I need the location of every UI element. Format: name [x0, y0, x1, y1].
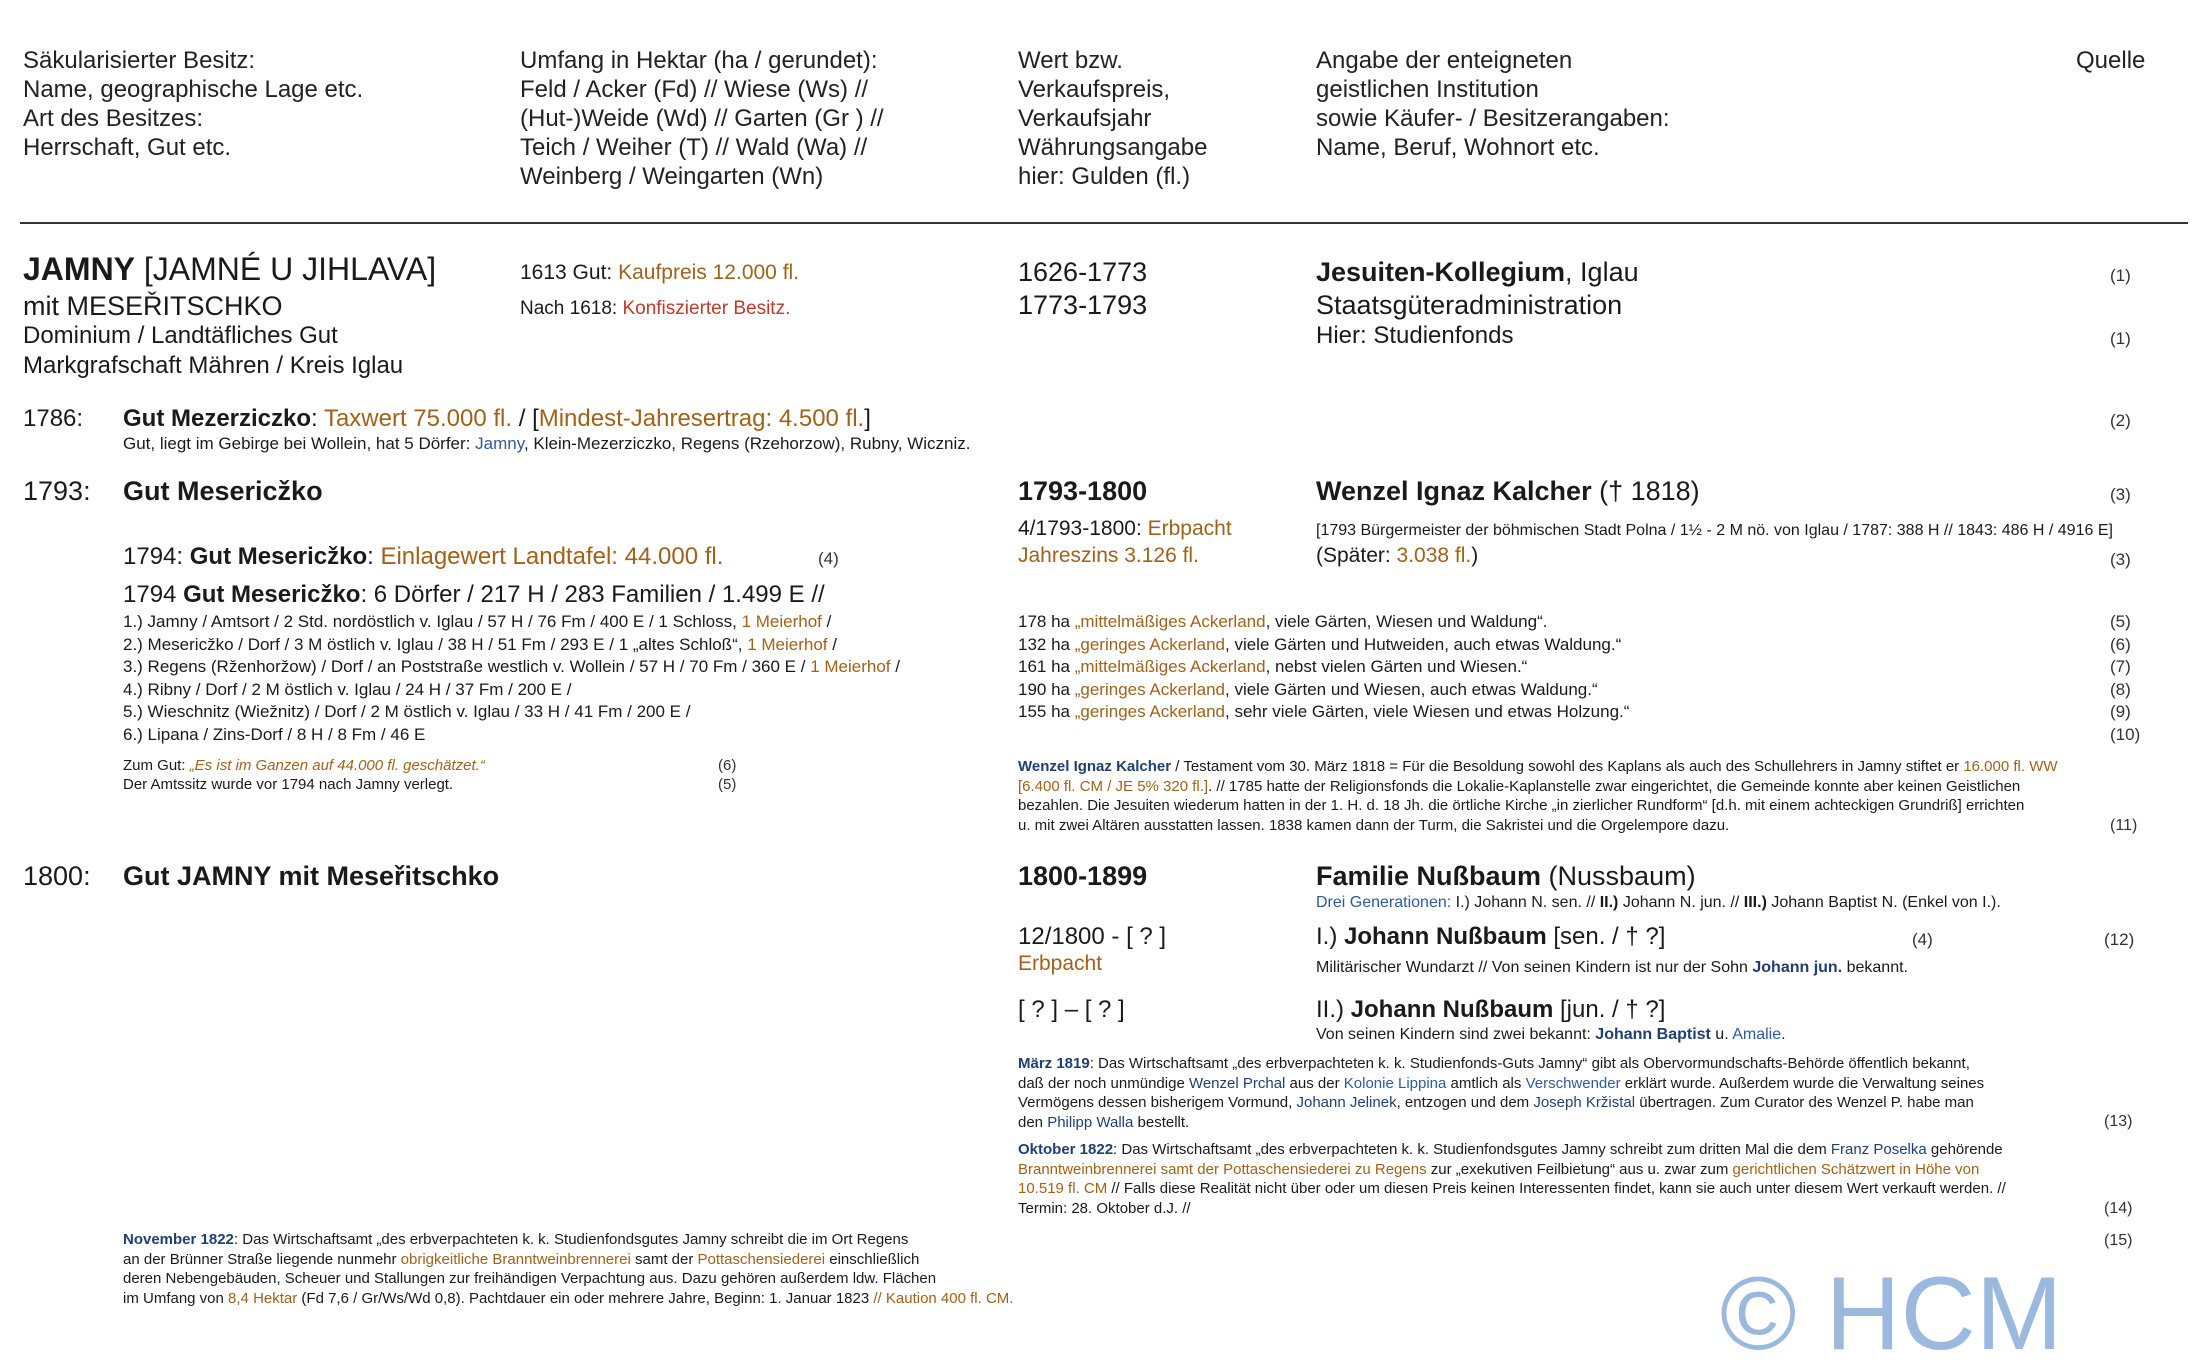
- village-item: 1.) Jamny / Amtsort / 2 Std. nordöstlich v. Iglau / 57 H / 76 Fm / 400 E / 1 Schloss, 1 Meierhof /: [123, 612, 832, 631]
- source-ref: (11): [2110, 817, 2138, 834]
- source-ref: (4): [818, 549, 839, 568]
- source-ref: (1): [2110, 266, 2131, 285]
- note-november-1822: November 1822: Das Wirtschaftsamt „des erbverpachteten k. k. Studienfondsgutes Jamny schreibt die im Ort Regens an der Brünner Straße liegende nunmehr obrigkeitliche Branntweinbrennerei samt der Pottaschensiederei einschließlich deren Nebengebäuden, Scheuer und Stallungen zur freihändigen Verpachtung aus. Dazu gehören außerdem ldw. Flächen im Umfang von 8,4 Hektar (Fd 7,6 / Gr/Ws/Wd 0,8). Pachtdauer ein oder mehrere Jahre, Beginn: 1. Januar 1823 // Kaution 400 fl. CM.: [123, 1231, 1014, 1307]
- source-ref: (13): [2104, 1113, 2133, 1130]
- entry-1800-johann-jun-note: Von seinen Kindern sind zwei bekannt: Johann Baptist u. Amalie.: [1316, 1026, 1786, 1043]
- header-col-source: Quelle: [2076, 47, 2146, 74]
- estate-purchase-1613: 1613 Gut: Kaufpreis 12.000 fl.: [520, 261, 800, 284]
- entry-1800-johann-sen: I.) Johann Nußbaum [sen. / † ?]: [1316, 923, 1666, 950]
- entry-1800-period-2: [ ? ] – [ ? ]: [1018, 996, 1125, 1023]
- note-oktober-1822: Oktober 1822: Das Wirtschaftsamt „des erbverpachteten k. k. Studienfondsgutes Jamny schreibt zum dritten Mal die dem Franz Poselka gehörende Branntweinbrennerei samt der Pottaschensiederei zu Regens zur „exekutiven Feilbietung“ aus u. zwar zum gerichtlichen Schätzwert in Höhe von 10.519 fl. CM // Falls diese Realität nicht über oder um diesen Preis keinen Interessenten findet, kann sie auch unter diesem Wert verkauft werden. // Termin: 28. Oktober d.J. //: [1018, 1141, 2006, 1217]
- source-ref: (2): [2110, 411, 2131, 430]
- source-ref: (4): [1912, 930, 1933, 949]
- estate-period-1: 1626-1773: [1018, 257, 1148, 287]
- estate-owner-state: Staatsgüteradministration: [1316, 290, 1623, 320]
- area-item: 161 ha „mittelmäßiges Ackerland, nebst vielen Gärten und Wiesen.“: [1018, 657, 1528, 676]
- header-col-institution: Angabe der enteigneten geistlichen Institution sowie Käufer- / Besitzerangaben: Name, Beruf, Wohnort etc.: [1316, 47, 1670, 161]
- entry-1786-desc: Gut, liegt im Gebirge bei Wollein, hat 5 Dörfer: Jamny, Klein-Mezerziczko, Regens (Rzehorzow), Rubny, Wiczniz.: [123, 434, 971, 453]
- entry-1800-generations: Drei Generationen: I.) Johann N. sen. // II.) Johann N. jun. // III.) Johann Baptist N. (Enkel von I.).: [1316, 894, 2001, 911]
- entry-1793-title: Gut Mesericžko: [123, 476, 323, 506]
- source-ref: (12): [2104, 930, 2135, 949]
- area-item: 132 ha „geringes Ackerland, viele Gärten und Hutweiden, auch etwas Waldung.“: [1018, 634, 1622, 654]
- year-1800: 1800:: [23, 861, 91, 891]
- estate-owner-jesuits: Jesuiten-Kollegium, Iglau: [1316, 257, 1639, 287]
- village-item: 6.) Lipana / Zins-Dorf / 8 H / 8 Fm / 46 E: [123, 724, 426, 744]
- village-item: 2.) Mesericžko / Dorf / 3 M östlich v. Iglau / 38 H / 51 Fm / 293 E / 1 „altes Schloß“, 1 Meierhof /: [123, 634, 837, 654]
- testament-note: Wenzel Ignaz Kalcher / Testament vom 30. März 1818 = Für die Besoldung sowohl des Kaplans als auch des Schullehrers in Jamny stiftet er 16.000 fl. WW [6.400 fl. CM / JE 5% 320 fl.]. // 1785 hatte der Religionsfonds die Lokalie-Kaplanstelle zwar eingerichtet, die Gemeinde konnte aber keinen Geistlichen bezahlen. Die Jesuiten wiederum hatten in der 1. H. d. 18 Jh. die örtliche Kirche „in zierlicher Rundform“ [d.h. mit einem achteckigen Grundriß] errichten u. mit zwei Altären ausstatten lassen. 1838 kamen dann der Turm, die Sakristei und die Orgelempore dazu.: [1018, 758, 2058, 834]
- entry-1800-title: Gut JAMNY mit Meseřitschko: [123, 861, 500, 891]
- entry-1793-erbpacht: 4/1793-1800: Erbpacht: [1018, 517, 1232, 540]
- area-item: 178 ha „mittelmäßiges Ackerland, viele Gärten, Wiesen und Waldung“.: [1018, 612, 1548, 631]
- entry-1800-johann-sen-note: Militärischer Wundarzt // Von seinen Kindern ist nur der Sohn Johann jun. bekannt.: [1316, 959, 1908, 976]
- entry-1800-erbpacht: Erbpacht: [1018, 952, 1103, 975]
- header-col-area: Umfang in Hektar (ha / gerundet): Feld / Acker (Fd) // Wiese (Ws) // (Hut-)Weide (Wd) // Garten (Gr ) // Teich / Weiher (T) // Wald (Wa) // Weinberg / Weingarten (Wn): [520, 47, 884, 190]
- header-divider: [20, 222, 2188, 224]
- source-ref: (3): [2110, 485, 2131, 504]
- estate-subtitle: mit MESEŘITSCHKO: [23, 291, 283, 321]
- entry-1786-title: Gut Mezerziczko: Taxwert 75.000 fl. / [Mindest-Jahresertrag: 4.500 fl.]: [123, 405, 871, 432]
- source-ref: (3): [2110, 550, 2131, 569]
- estate-confiscation: Nach 1618: Konfiszierter Besitz.: [520, 298, 791, 319]
- entry-1794-einlagewert: 1794: Gut Mesericžko: Einlagewert Landtafel: 44.000 fl.: [123, 543, 724, 570]
- entry-1800-period-1: 12/1800 - [ ? ]: [1018, 923, 1167, 950]
- note-maerz-1819: März 1819: Das Wirtschaftsamt „des erbverpachteten k. k. Studienfonds-Guts Jamny“ gibt als Obervormundschafts-Behörde öffentlich bekannt, daß der noch unmündige Wenzel Prchal aus der Kolonie Lippina amtlich als Verschwender erklärt wurde. Außerdem wurde die Verwaltung seines Vermögens dessen bisherigem Vormund, Johann Jelinek, entzogen und dem Joseph Kržistal übertragen. Zum Curator des Wenzel P. habe man den Philipp Walla bestellt.: [1018, 1055, 1985, 1131]
- area-list: [1018, 611, 1629, 724]
- entry-1794-villages-summary: 1794 Gut Mesericžko: 6 Dörfer / 217 H / 283 Familien / 1.499 E //: [123, 581, 825, 608]
- header-col-property: Säkularisierter Besitz: Name, geographische Lage etc. Art des Besitzes: Herrschaft, Gut etc.: [23, 47, 364, 161]
- estate-owner-fund: Hier: Studienfonds: [1316, 322, 1514, 349]
- area-item: 190 ha „geringes Ackerland, viele Gärten und Wiesen, auch etwas Waldung.“: [1018, 679, 1598, 699]
- entry-1793-note: [1793 Bürgermeister der böhmischen Stadt Polna / 1½ - 2 M nö. von Iglau / 1787: 388 H // 1843: 486 H / 4916 E]: [1316, 522, 2113, 539]
- estate-region: Markgrafschaft Mähren / Kreis Iglau: [23, 352, 404, 379]
- estate-type: Dominium / Landtäfliches Gut: [23, 322, 338, 349]
- area-item: 155 ha „geringes Ackerland, sehr viele Gärten, viele Wiesen und etwas Holzung.“: [1018, 702, 1630, 721]
- source-ref: (5): [718, 776, 737, 793]
- source-ref: (6): [718, 757, 737, 774]
- source-ref: (15): [2104, 1232, 2133, 1249]
- entry-1794-estimate: Zum Gut: „Es ist im Ganzen auf 44.000 fl. geschätzet.“: [123, 757, 485, 774]
- entry-1793-zins: Jahreszins 3.126 fl.: [1018, 544, 1199, 567]
- entry-1793-spaeter: (Später: 3.038 fl.): [1316, 544, 1479, 567]
- village-list: [123, 611, 900, 746]
- estate-period-2: 1773-1793: [1018, 290, 1148, 320]
- area-refs: (5) (6) (7) (8) (9) (10): [2110, 612, 2141, 744]
- year-1793: 1793:: [23, 476, 91, 506]
- village-item: 3.) Regens (Rženhoržow) / Dorf / an Poststraße westlich v. Wollein / 57 H / 70 Fm / 360 E / 1 Meierhof /: [123, 657, 900, 676]
- copyright-watermark: © HCM: [1720, 1256, 2063, 1372]
- entry-1794-seat: Der Amtssitz wurde vor 1794 nach Jamny verlegt.: [123, 776, 454, 793]
- entry-1800-johann-jun: II.) Johann Nußbaum [jun. / † ?]: [1316, 996, 1666, 1023]
- village-item: 5.) Wieschnitz (Wiežnitz) / Dorf / 2 M östlich v. Iglau / 33 H / 41 Fm / 200 E /: [123, 702, 691, 721]
- source-ref: (1): [2110, 329, 2131, 348]
- source-ref: (14): [2104, 1200, 2133, 1217]
- entry-1793-owner: Wenzel Ignaz Kalcher († 1818): [1316, 476, 1700, 506]
- entry-1800-period: 1800-1899: [1018, 861, 1148, 891]
- year-1786: 1786:: [23, 405, 84, 432]
- entry-1793-period: 1793-1800: [1018, 476, 1148, 506]
- entry-1800-family: Familie Nußbaum (Nussbaum): [1316, 861, 1696, 891]
- header-col-value: Wert bzw. Verkaufspreis, Verkaufsjahr Währungsangabe hier: Gulden (fl.): [1018, 47, 1208, 190]
- village-item: 4.) Ribny / Dorf / 2 M östlich v. Iglau / 24 H / 37 Fm / 200 E /: [123, 679, 572, 699]
- estate-title: JAMNY [JAMNÉ U JIHLAVA]: [23, 251, 437, 287]
